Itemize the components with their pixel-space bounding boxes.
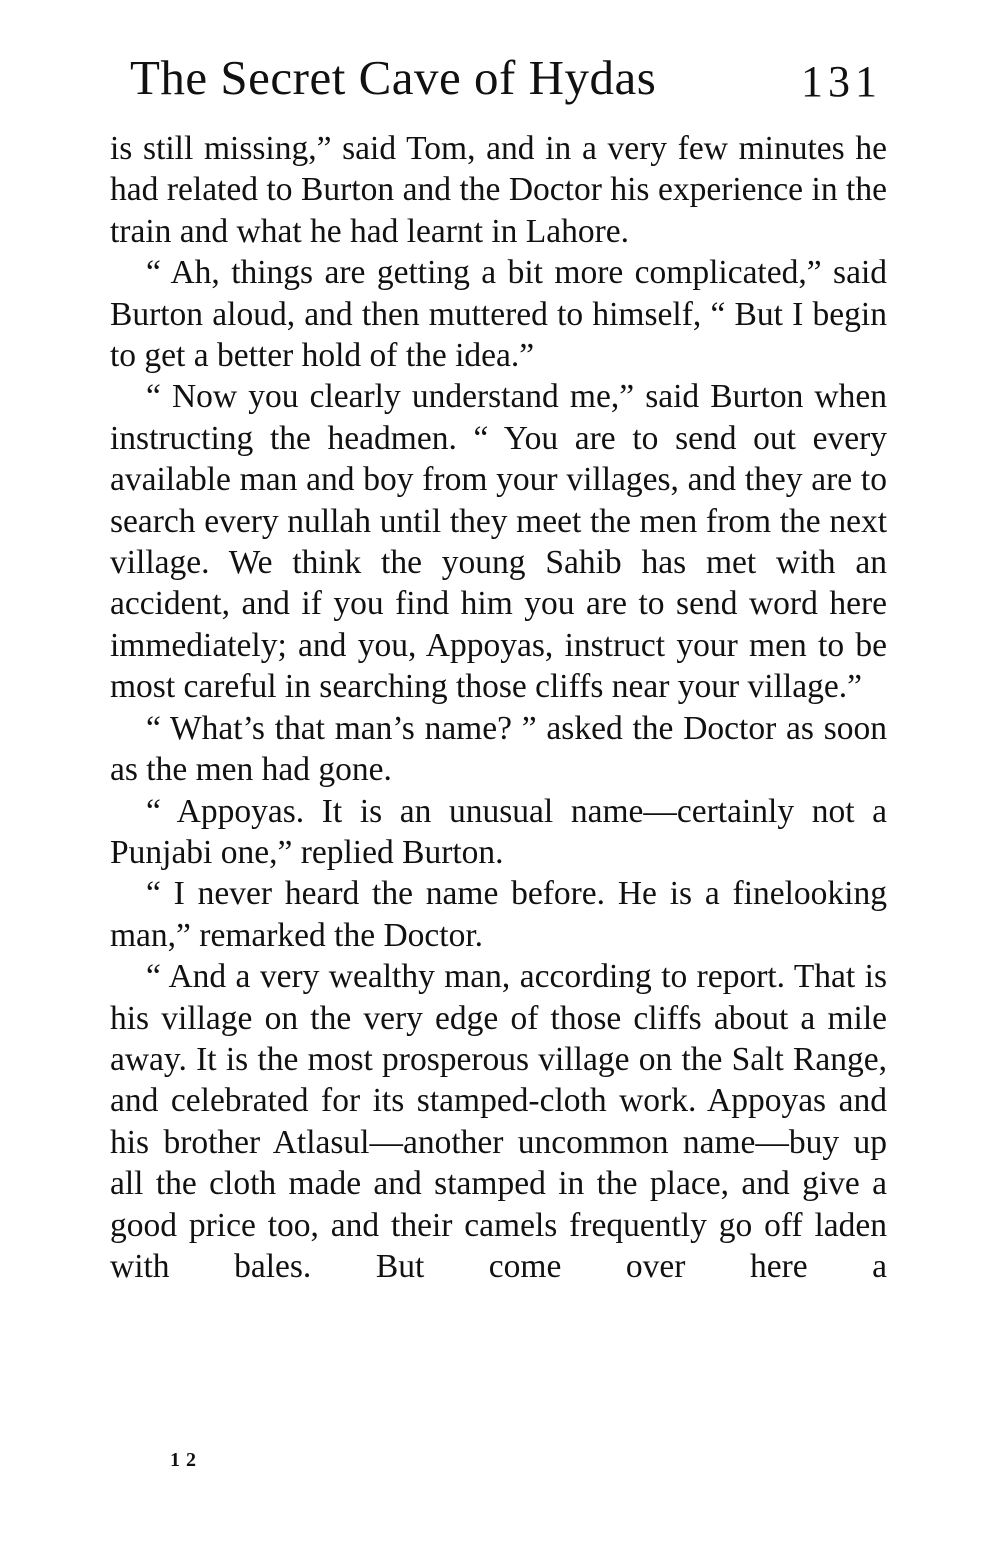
paragraph-doctor-remark: “ I never heard the name before. He is a finelooking man,” remarked the Doctor. xyxy=(110,875,887,954)
paragraph-continuation: is still missing,” said Tom, and in a very few minutes he had related to Burton and the Doctor his experience in the train and what he had learnt in Lahore. xyxy=(110,130,887,250)
running-head xyxy=(130,48,890,118)
paragraph-complicated: “ Ah, things are getting a bit more complicated,” said Burton aloud, and then muttered to himself, “ But I begin to get a better hold of the idea.” xyxy=(110,254,887,375)
body-text xyxy=(110,128,887,1287)
signature-mark: 12 xyxy=(170,1449,202,1471)
paragraph-wealthy-man: “ And a very wealthy man, according to report. That is his village on the very edge of those cliffs about a mile away. It is the most prosperous village on the Salt Range, and celebrated for its stamped-cloth work. Appoyas and his brother Atlasul—another uncommon name—buy up all the cloth made and stamped in the place, and give a good price too, and their camels frequently go off laden with bales. But come over here a xyxy=(110,958,887,1285)
page-number: 131 xyxy=(801,57,882,106)
paragraph-burton-reply: “ Appoyas. It is an unusual name—certainly not a Punjabi one,” replied Burton. xyxy=(110,792,887,871)
paragraph-doctor-question: “ What’s that man’s name? ” asked the Doctor as soon as the men had gone. xyxy=(110,709,887,789)
paragraph-instructions: “ Now you clearly understand me,” said Burton when instructing the headmen. “ You are to send out every available man and boy from your villages, and they are to search every nullah until they meet the men from the next village. We think the young Sahib has met with an accident, and if you find him you are to send word here immediately; and you, Appoyas, instruct your men to be most careful in searching those cliffs near your village.” xyxy=(110,378,887,706)
running-title: The Secret Cave of Hydas xyxy=(130,50,657,105)
